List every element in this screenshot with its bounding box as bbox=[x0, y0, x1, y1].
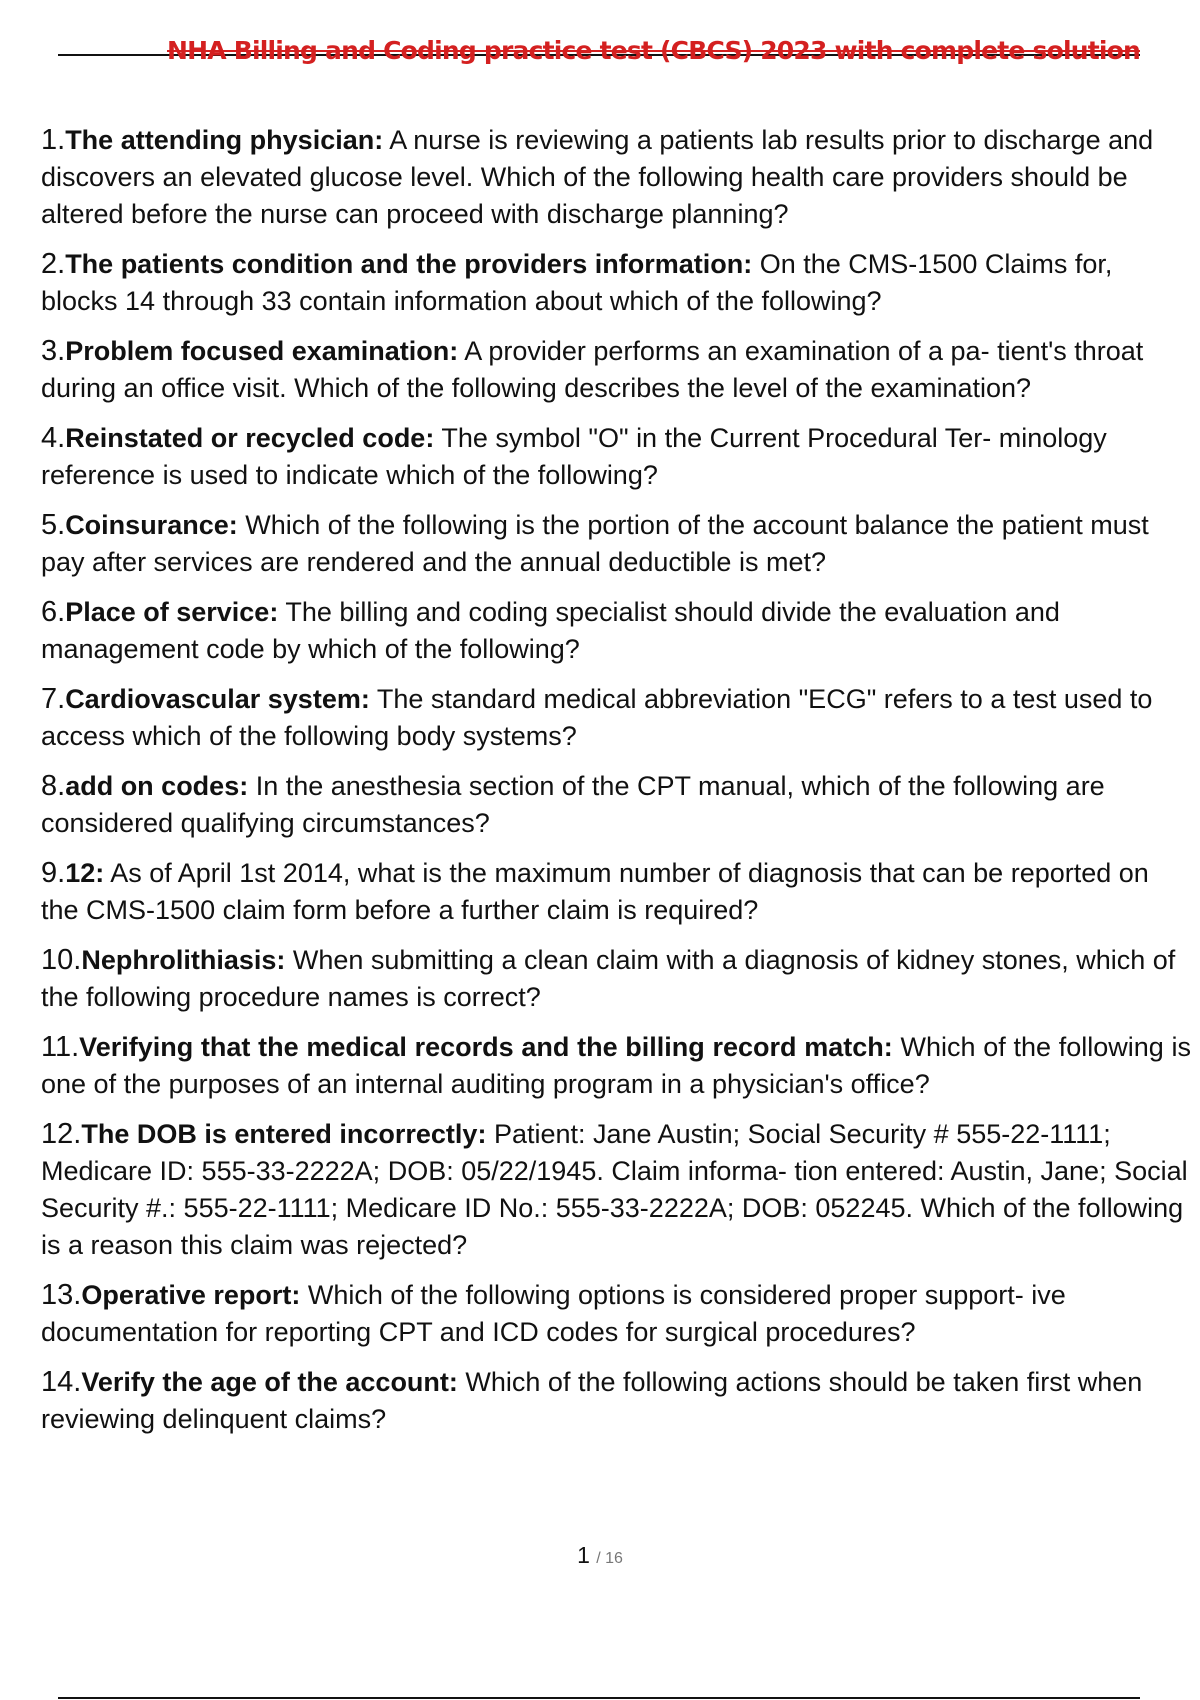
question-text: Which of the following is one of the purposes of an internal auditing program in a physician's office? bbox=[41, 1032, 1191, 1099]
question-text: The billing and coding specialist should divide the evaluation and management code by which of the following? bbox=[41, 597, 1060, 664]
question-answer-term: The attending physician: bbox=[65, 125, 384, 155]
question-answer-term: Coinsurance: bbox=[65, 510, 238, 540]
question-text: On the CMS-1500 Claims for, blocks 14 through 33 contain information about which of the following? bbox=[41, 249, 1113, 316]
question-item bbox=[41, 1277, 1191, 1351]
question-list bbox=[41, 122, 1191, 1451]
question-number: 6. bbox=[41, 596, 66, 628]
question-item bbox=[41, 246, 1191, 320]
question-number: 11. bbox=[41, 1031, 80, 1063]
question-number: 13. bbox=[41, 1279, 82, 1311]
question-number: 12. bbox=[41, 1118, 82, 1150]
question-text: In the anesthesia section of the CPT manual, which of the following are considered qualifying circumstances? bbox=[41, 771, 1105, 838]
question-item bbox=[41, 942, 1191, 1016]
question-item bbox=[41, 507, 1191, 581]
question-text: A nurse is reviewing a patients lab results prior to discharge and discovers an elevated glucose level. Which of the following health care providers should be altered before the nurse can proceed with discharge planning? bbox=[41, 125, 1154, 229]
question-number: 2. bbox=[41, 248, 66, 280]
question-item bbox=[41, 681, 1191, 755]
question-text: When submitting a clean claim with a diagnosis of kidney stones, which of the following procedure names is correct? bbox=[41, 945, 1176, 1012]
question-answer-term: add on codes: bbox=[65, 771, 249, 801]
question-number: 8. bbox=[41, 770, 66, 802]
question-text: Patient: Jane Austin; Social Security # 555-22-1111; Medicare ID: 555-33-2222A; DOB: 05/22/1945. Claim informa- tion entered: Austin, Jane; Social Security #.: 555-22-1111; Medicare ID No.: 555-33-2222A; DOB: 052245. Which of the following is a reason this claim was rejected? bbox=[41, 1119, 1188, 1260]
question-text: As of April 1st 2014, what is the maximum number of diagnosis that can be reported on the CMS-1500 claim form before a further claim is required? bbox=[41, 858, 1149, 925]
footer-rule bbox=[58, 1697, 1140, 1699]
page-number bbox=[0, 1542, 1200, 1569]
question-answer-term: Verifying that the medical records and the billing record match: bbox=[79, 1032, 893, 1062]
question-item bbox=[41, 1029, 1191, 1103]
page-number-current: 1 bbox=[577, 1542, 590, 1568]
question-text: Which of the following actions should be taken first when reviewing delinquent claims? bbox=[41, 1367, 1143, 1434]
question-answer-term: Cardiovascular system: bbox=[65, 684, 370, 714]
question-number: 3. bbox=[41, 335, 66, 367]
question-item bbox=[41, 855, 1191, 929]
question-answer-term: Nephrolithiasis: bbox=[81, 945, 286, 975]
question-number: 5. bbox=[41, 509, 66, 541]
question-answer-term: The DOB is entered incorrectly: bbox=[81, 1119, 487, 1149]
question-text: The symbol "O" in the Current Procedural Ter- minology reference is used to indicate which of the following? bbox=[41, 423, 1107, 490]
question-item bbox=[41, 1116, 1191, 1264]
page-number-total: / 16 bbox=[596, 1550, 623, 1567]
question-item bbox=[41, 768, 1191, 842]
question-number: 14. bbox=[41, 1366, 82, 1398]
question-number: 9. bbox=[41, 857, 66, 889]
question-text: The standard medical abbreviation "ECG" refers to a test used to access which of the following body systems? bbox=[41, 684, 1153, 751]
question-text: A provider performs an examination of a pa- tient's throat during an office visit. Which of the following describes the level of the examination? bbox=[41, 336, 1144, 403]
question-number: 7. bbox=[41, 683, 66, 715]
question-answer-term: 12: bbox=[65, 858, 105, 888]
question-number: 1. bbox=[41, 124, 66, 156]
question-item bbox=[41, 594, 1191, 668]
question-answer-term: Verify the age of the account: bbox=[81, 1367, 458, 1397]
question-item bbox=[41, 420, 1191, 494]
question-answer-term: Reinstated or recycled code: bbox=[65, 423, 435, 453]
question-answer-term: The patients condition and the providers information: bbox=[65, 249, 753, 279]
question-number: 4. bbox=[41, 422, 66, 454]
question-answer-term: Place of service: bbox=[65, 597, 279, 627]
question-text: Which of the following options is considered proper support- ive documentation for reporting CPT and ICD codes for surgical procedures? bbox=[41, 1280, 1066, 1347]
document-title: NHA Billing and Coding practice test (CBCS) 2023 with complete solution bbox=[167, 36, 1140, 65]
question-text: Which of the following is the portion of the account balance the patient must pay after services are rendered and the annual deductible is met? bbox=[41, 510, 1149, 577]
question-number: 10. bbox=[41, 944, 82, 976]
question-answer-term: Problem focused examination: bbox=[65, 336, 459, 366]
question-item bbox=[41, 122, 1191, 233]
question-answer-term: Operative report: bbox=[81, 1280, 301, 1310]
question-item bbox=[41, 333, 1191, 407]
question-item bbox=[41, 1364, 1191, 1438]
